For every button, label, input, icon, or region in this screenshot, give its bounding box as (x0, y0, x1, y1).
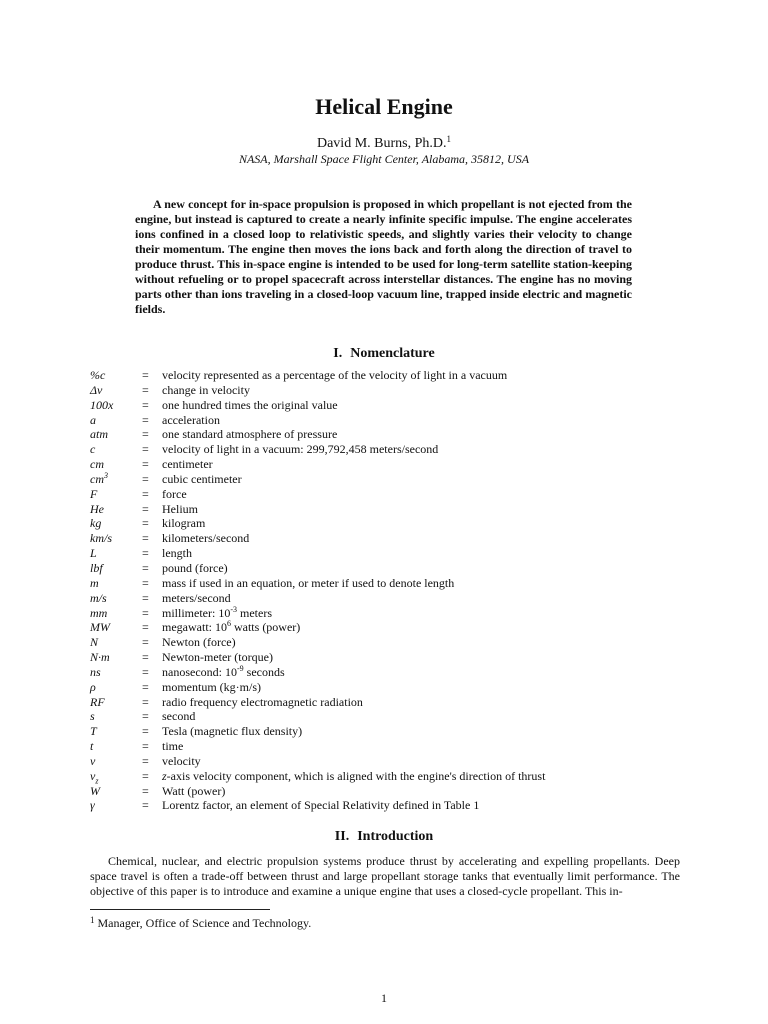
equals-sign: = (142, 798, 149, 813)
equals-sign: = (142, 664, 149, 679)
nomenclature-row (90, 724, 690, 739)
nomenclature-row (90, 546, 690, 561)
equals-sign: = (142, 427, 149, 442)
nomenclature-definition: pound (force) (162, 560, 228, 575)
nomenclature-definition: millimeter: $10^{-3}$ meters (162, 604, 272, 620)
nomenclature-row (90, 709, 690, 724)
nomenclature-symbol: c (90, 442, 96, 457)
nomenclature-definition: Newton (force) (162, 635, 236, 650)
equals-sign: = (142, 457, 149, 472)
equals-sign: = (142, 546, 149, 561)
nomenclature-definition: change in velocity (162, 382, 250, 397)
nomenclature-definition: one standard atmosphere of pressure (162, 427, 338, 442)
equals-sign: = (142, 694, 149, 709)
nomenclature-row (90, 754, 690, 769)
nomenclature-definition: Newton-meter (torque) (162, 650, 273, 665)
nomenclature-definition: Tesla (magnetic flux density) (162, 724, 303, 739)
equals-sign: = (142, 382, 149, 397)
nomenclature-row (90, 784, 690, 799)
nomenclature-symbol: Δv (90, 382, 103, 397)
nomenclature-row (90, 650, 690, 665)
nomenclature-row (90, 606, 690, 621)
nomenclature-row (90, 680, 690, 695)
nomenclature-row (90, 576, 690, 591)
nomenclature-row (90, 798, 690, 813)
nomenclature-row (90, 383, 690, 398)
nomenclature-symbol: %c (90, 368, 106, 382)
equals-sign: = (142, 590, 149, 605)
nomenclature-definition: time (162, 739, 184, 754)
nomenclature-row (90, 531, 690, 546)
nomenclature-definition: one hundred times the original value (162, 397, 338, 412)
footnote-divider (90, 909, 270, 910)
footnote-text: Manager, Office of Science and Technology. (97, 916, 312, 930)
nomenclature-symbol: W (90, 783, 100, 798)
nomenclature-symbol: He (90, 501, 104, 516)
equals-sign: = (142, 679, 149, 694)
section-number: I. (333, 346, 343, 361)
equals-sign: = (142, 516, 149, 531)
nomenclature-row (90, 427, 690, 442)
nomenclature-symbol: N·m (90, 650, 110, 665)
nomenclature-row (90, 591, 690, 606)
abstract: A new concept for in-space propulsion is proposed in which propellant is not ejected from the engine, but instead is captured to create a nearly infinite specific impulse. The engine accelerates ions confined in a closed loop to relativistic speeds, and slightly varies their velocity to change their momentum. The engine then moves the ions back and forth along the direction of travel to produce thrust. This in-space engine is intended to be used for long-term satellite station-keeping without refueling or to propel spacecraft across interstellar distances. The engine has no moving parts other than ions traveling in a closed-loop vacuum line, trapped inside electric and magnetic fields. (135, 197, 632, 316)
nomenclature-list (90, 368, 690, 813)
author-name: David M. Burns, Ph.D. (316, 136, 447, 151)
nomenclature-symbol: F (90, 486, 98, 501)
nomenclature-symbol: L (90, 546, 97, 561)
author-line (0, 136, 768, 152)
equals-sign: = (142, 368, 149, 382)
nomenclature-row (90, 472, 690, 487)
equals-sign: = (142, 739, 149, 754)
equals-sign: = (142, 560, 149, 575)
section-title: Nomenclature (350, 346, 435, 361)
nomenclature-definition: second (162, 709, 196, 724)
equals-sign: = (142, 471, 149, 486)
nomenclature-symbol: $v_z$ (90, 768, 99, 786)
nomenclature-symbol: a (90, 412, 96, 427)
nomenclature-symbol: s (90, 709, 95, 724)
equals-sign: = (142, 768, 149, 783)
nomenclature-definition: Helium (162, 501, 198, 516)
nomenclature-definition: momentum (kg·m/s) (162, 679, 261, 694)
equals-sign: = (142, 412, 149, 427)
equals-sign: = (142, 442, 149, 457)
nomenclature-symbol: m (90, 575, 99, 590)
equals-sign: = (142, 753, 149, 768)
nomenclature-definition: length (162, 546, 192, 561)
nomenclature-row (90, 769, 690, 784)
nomenclature-definition: velocity (162, 753, 201, 768)
introduction-heading (0, 829, 768, 845)
nomenclature-definition: kilometers/second (162, 531, 250, 546)
nomenclature-symbol: lbf (90, 560, 103, 575)
equals-sign: = (142, 486, 149, 501)
nomenclature-symbol: 100x (90, 397, 114, 412)
equals-sign: = (142, 397, 149, 412)
footnote-mark: 1 (90, 915, 95, 925)
nomenclature-symbol: km/s (90, 531, 112, 546)
nomenclature-row (90, 457, 690, 472)
nomenclature-symbol: RF (90, 694, 105, 709)
page-number: 1 (381, 991, 387, 1005)
nomenclature-row (90, 413, 690, 428)
nomenclature-symbol: T (90, 724, 97, 739)
nomenclature-definition: radio frequency electromagnetic radiation (162, 694, 363, 709)
nomenclature-row (90, 487, 690, 502)
nomenclature-symbol: t (90, 739, 94, 754)
nomenclature-row (90, 620, 690, 635)
nomenclature-definition: nanosecond: $10^{-9}$ seconds (162, 663, 285, 679)
nomenclature-definition: force (162, 486, 187, 501)
nomenclature-symbol: v (90, 753, 96, 768)
author-footnote-mark: 1 (446, 134, 451, 144)
equals-sign: = (142, 531, 149, 546)
nomenclature-symbol: N (90, 635, 99, 650)
nomenclature-definition: meters/second (162, 590, 231, 605)
equals-sign: = (142, 620, 149, 635)
nomenclature-definition: mass if used in an equation, or meter if used to denote length (162, 575, 455, 590)
affiliation: NASA, Marshall Space Flight Center, Alabama, 35812, USA (238, 152, 530, 166)
footnote (90, 916, 311, 931)
nomenclature-symbol: m/s (90, 590, 107, 605)
equals-sign: = (142, 724, 149, 739)
nomenclature-definition: z-axis velocity component, which is aligned with the engine's direction of thrust (162, 768, 546, 783)
equals-sign: = (142, 575, 149, 590)
nomenclature-definition: acceleration (162, 412, 220, 427)
nomenclature-definition: centimeter (162, 457, 213, 472)
nomenclature-definition: kilogram (162, 516, 206, 531)
nomenclature-symbol: γ (90, 798, 95, 813)
nomenclature-symbol: mm (90, 605, 108, 620)
nomenclature-row (90, 561, 690, 576)
nomenclature-row (90, 635, 690, 650)
section-title: Introduction (357, 829, 434, 844)
nomenclature-row (90, 368, 690, 383)
nomenclature-symbol: $cm^3$ (90, 470, 108, 486)
nomenclature-row (90, 665, 690, 680)
equals-sign: = (142, 501, 149, 516)
nomenclature-row (90, 442, 690, 457)
nomenclature-definition: velocity represented as a percentage of the velocity of light in a vacuum (162, 368, 508, 382)
equals-sign: = (142, 709, 149, 724)
nomenclature-row (90, 695, 690, 710)
nomenclature-row (90, 398, 690, 413)
nomenclature-row (90, 502, 690, 517)
nomenclature-symbol: MW (90, 620, 110, 635)
section-number: II. (334, 829, 350, 844)
nomenclature-symbol: ns (90, 664, 101, 679)
nomenclature-definition: megawatt: $10^6$ watts (power) (162, 619, 301, 635)
nomenclature-definition: cubic centimeter (162, 471, 242, 486)
nomenclature-symbol: ρ (90, 679, 96, 694)
nomenclature-symbol: cm (90, 457, 104, 472)
equals-sign: = (142, 605, 149, 620)
nomenclature-heading (0, 346, 768, 362)
nomenclature-definition: Lorentz factor, an element of Special Relativity defined in Table 1 (162, 798, 480, 813)
paper-title: Helical Engine (315, 94, 453, 119)
nomenclature-row (90, 516, 690, 531)
equals-sign: = (142, 783, 149, 798)
introduction-text: Chemical, nuclear, and electric propulsion systems produce thrust by accelerating and expelling propellants. Deep space travel is often a trade-off between thrust and large propellant storage tanks that eventually limit performance. The objective of this paper is to introduce and examine a unique engine that uses a closed-cycle propellant. This in- (90, 854, 680, 898)
equals-sign: = (142, 635, 149, 650)
nomenclature-definition: Watt (power) (162, 783, 226, 798)
equals-sign: = (142, 650, 149, 665)
nomenclature-symbol: atm (90, 427, 108, 442)
nomenclature-row (90, 739, 690, 754)
nomenclature-symbol: kg (90, 516, 102, 531)
nomenclature-definition: velocity of light in a vacuum: 299,792,458 meters/second (162, 442, 439, 457)
